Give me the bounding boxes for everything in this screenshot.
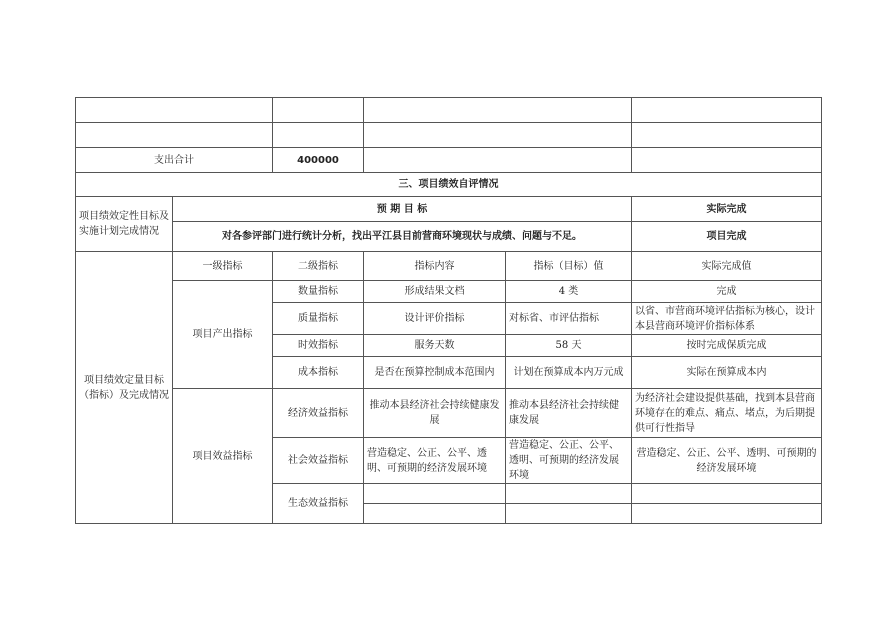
expected-header: 预 期 目 标	[173, 197, 632, 222]
budget-cell	[273, 98, 364, 123]
qualitative-label: 项目绩效定性目标及实施计划完成情况	[76, 197, 173, 252]
total-amount: 400000	[273, 148, 364, 173]
budget-cell	[364, 98, 632, 123]
budget-row-empty-2	[76, 123, 822, 148]
actual-header: 实际完成	[632, 197, 822, 222]
row-actual	[632, 504, 822, 524]
row-level2: 质量指标	[273, 303, 364, 335]
row-target: 58 天	[506, 335, 632, 357]
budget-cell	[632, 98, 822, 123]
expected-text: 对各参评部门进行统计分析，找出平江县目前营商环境现状与成绩、问题与不足。	[173, 222, 632, 252]
budget-cell	[632, 148, 822, 173]
row-target: 计划在预算成本内万元成	[506, 357, 632, 389]
row-content	[364, 504, 506, 524]
row-content	[364, 484, 506, 504]
row-target: 营造稳定、公正、公平、透明、可预期的经济发展环境	[506, 438, 632, 484]
row-content: 形成结果文档	[364, 281, 506, 303]
effect-group-label: 项目效益指标	[173, 389, 273, 524]
budget-cell	[364, 148, 632, 173]
output-group-label: 项目产出指标	[173, 281, 273, 389]
row-target: 推动本县经济社会持续健康发展	[506, 389, 632, 438]
row-target	[506, 484, 632, 504]
header-target: 指标（目标）值	[506, 252, 632, 281]
budget-cell	[273, 123, 364, 148]
actual-text: 项目完成	[632, 222, 822, 252]
row-level2: 数量指标	[273, 281, 364, 303]
budget-cell	[364, 123, 632, 148]
budget-row-empty-1	[76, 98, 822, 123]
header-actual: 实际完成值	[632, 252, 822, 281]
header-content: 指标内容	[364, 252, 506, 281]
quantitative-label: 项目绩效定量目标（指标）及完成情况	[76, 252, 173, 524]
row-actual: 按时完成保质完成	[632, 335, 822, 357]
budget-total-row	[76, 148, 822, 173]
budget-cell	[76, 123, 273, 148]
row-target	[506, 504, 632, 524]
row-level2: 经济效益指标	[273, 389, 364, 438]
header-level2: 二级指标	[273, 252, 364, 281]
header-level1: 一级指标	[173, 252, 273, 281]
row-actual: 实际在预算成本内	[632, 357, 822, 389]
total-label: 支出合计	[76, 148, 273, 173]
row-level2: 生态效益指标	[273, 484, 364, 524]
row-content: 设计评价指标	[364, 303, 506, 335]
performance-table	[75, 97, 822, 524]
row-actual	[632, 484, 822, 504]
row-actual: 完成	[632, 281, 822, 303]
row-actual: 为经济社会建设提供基础，找到本县营商环境存在的难点、痛点、堵点，为后期提供可行性指导	[632, 389, 822, 438]
row-target: 4 类	[506, 281, 632, 303]
section-title: 三、项目绩效自评情况	[76, 173, 822, 197]
budget-cell	[632, 123, 822, 148]
row-content: 是否在预算控制成本范围内	[364, 357, 506, 389]
row-content: 推动本县经济社会持续健康发展	[364, 389, 506, 438]
budget-cell	[76, 98, 273, 123]
row-content: 营造稳定、公正、公平、透明、可预期的经济发展环境	[364, 438, 506, 484]
row-level2: 成本指标	[273, 357, 364, 389]
row-actual: 以省、市营商环境评估指标为核心，设计本县营商环境评价指标体系	[632, 303, 822, 335]
row-content: 服务天数	[364, 335, 506, 357]
row-actual: 营造稳定、公正、公平、透明、可预期的经济发展环境	[632, 438, 822, 484]
row-target: 对标省、市评估指标	[506, 303, 632, 335]
row-level2: 社会效益指标	[273, 438, 364, 484]
row-level2: 时效指标	[273, 335, 364, 357]
